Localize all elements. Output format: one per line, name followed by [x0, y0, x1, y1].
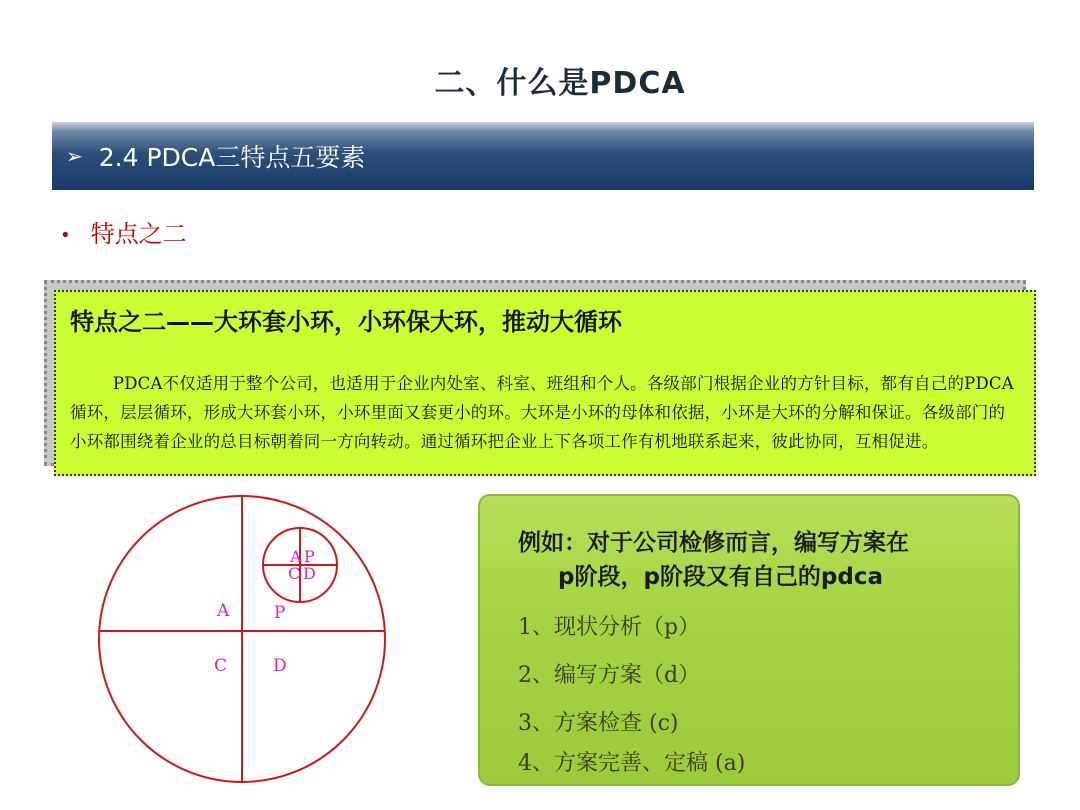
section-header-bar: [52, 122, 1034, 190]
small-label-a: A: [290, 547, 302, 566]
callout-box: [54, 290, 1036, 476]
arrow-bullet-icon: ➢: [66, 144, 83, 168]
example-heading-line2: p阶段，p阶段又有自己的pdca: [558, 564, 884, 590]
page-title: 二、什么是PDCA: [434, 66, 686, 101]
small-label-p: P: [304, 547, 315, 566]
callout-body: PDCA不仅适用于整个公司，也适用于企业内处室、科室、班组和个人。各级部门根据企业的方针目标，都有自己的PDCA循环，层层循环，形成大环套小环，小环里面又套更小的环。大环是小环的母体和依据，小环是大环的分解和保证。各级部门的小环都围绕着企业的总目标朝着同一方向转动。通过循环把企业上下各项工作有机地联系起来，彼此协同，互相促进。: [70, 374, 1014, 451]
example-heading-line1: 例如：对于公司检修而言，编写方案在: [518, 530, 909, 556]
example-heading: [518, 526, 980, 594]
callout-heading: 特点之二——大环套小环，小环保大环，推动大循环: [70, 308, 622, 336]
big-label-a: A: [217, 601, 230, 621]
bullet-heading: [60, 214, 187, 249]
example-item-4: 4、方案完善、定稿 (a): [518, 751, 746, 776]
big-label-p: P: [274, 603, 286, 623]
example-box: [478, 494, 1020, 786]
example-item-3: 3、方案检查 (c): [518, 711, 679, 736]
example-item-1: 1、现状分析（p）: [518, 615, 701, 640]
section-label: 2.4 PDCA三特点五要素: [98, 143, 366, 172]
example-item-2: 2、编写方案（d）: [518, 663, 701, 688]
bullet-dot-icon: •: [60, 224, 71, 246]
bullet-label: 特点之二: [90, 220, 187, 248]
big-label-c: C: [214, 656, 228, 676]
small-label-c: C: [288, 564, 301, 583]
small-label-d: D: [303, 564, 316, 583]
pdca-cycle-diagram: [96, 490, 396, 790]
big-label-d: D: [273, 656, 287, 676]
